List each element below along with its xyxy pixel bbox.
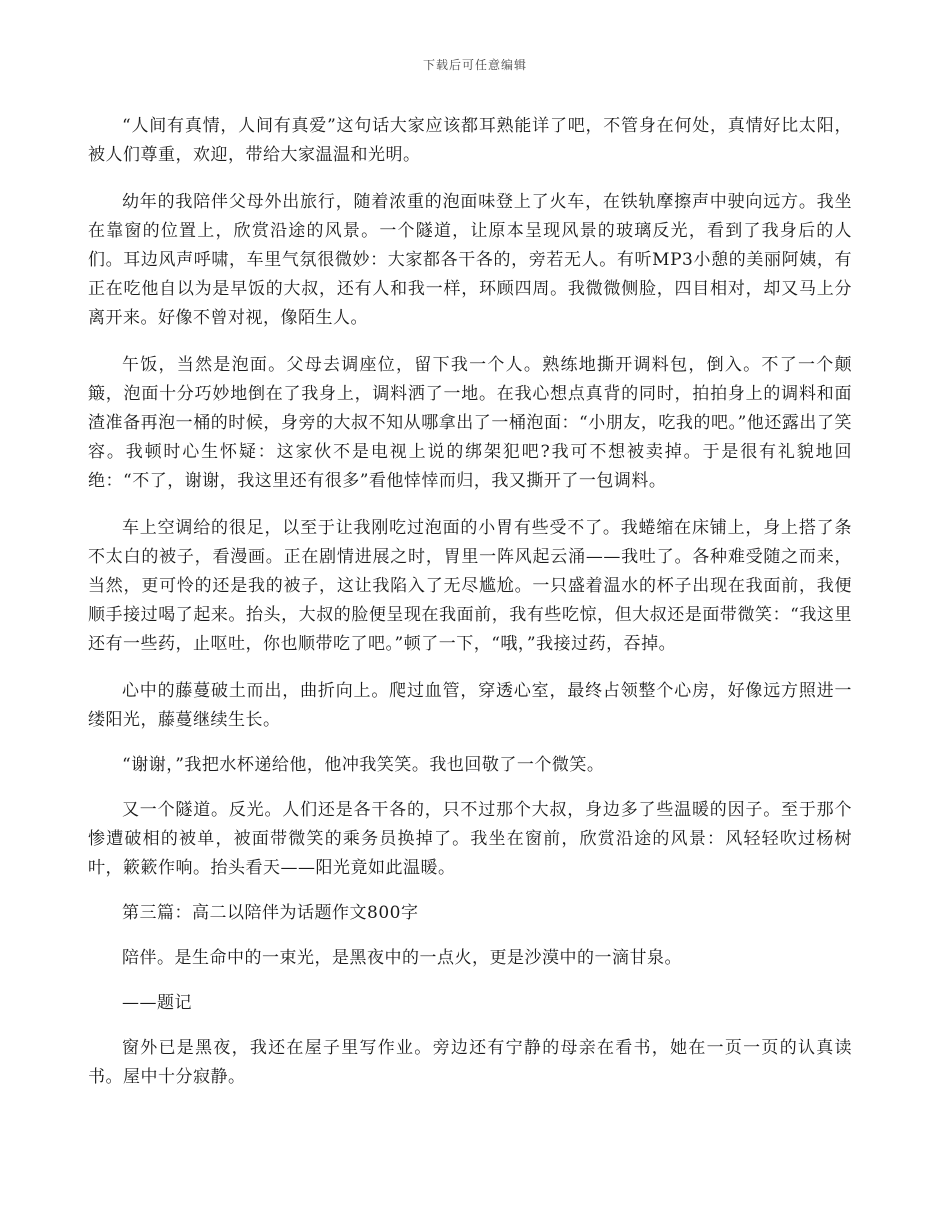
page-header: 下载后可任意编辑 — [422, 58, 527, 72]
paragraph: 心中的藤蔓破土而出，曲折向上。爬过血管，穿透心室，最终占领整个心房，好像远方照进一缕阳光，藤蔓继续生长。 — [88, 681, 852, 730]
paragraph: “人间有真情，人间有真爱”这句话大家应该都耳熟能详了吧，不管身在何处，真情好比太阳，被人们尊重，欢迎，带给大家温温和光明。 — [88, 116, 852, 165]
section-heading: 第三篇：高二以陪伴为话题作文800字 — [122, 903, 419, 923]
paragraph: “谢谢，”我把水杯递给他，他冲我笑笑。我也回敬了一个微笑。 — [122, 755, 605, 775]
paragraph: 又一个隧道。反光。人们还是各干各的，只不过那个大叔，身边多了些温暖的因子。至于那个惨遭破相的被单，被面带微笑的乘务员换掉了。我坐在窗前，欣赏沿途的风景：风轻轻吹过杨树叶，簌簌作响。抬头看天——阳光竟如此温暖。 — [88, 800, 852, 878]
epigraph-attribution: ——题记 — [122, 993, 192, 1013]
paragraph: 窗外已是黑夜，我还在屋子里写作业。旁边还有宁静的母亲在看书，她在一页一页的认真读书。屋中十分寂静。 — [88, 1038, 852, 1087]
document-body — [88, 112, 852, 1092]
paragraph: 车上空调给的很足，以至于让我刚吃过泡面的小胃有些受不了。我蜷缩在床铺上，身上搭了条不太白的被子，看漫画。正在剧情进展之时，胃里一阵风起云涌——我吐了。各种难受随之而来，当然，更可怜的还是我的被子，这让我陷入了无尽尴尬。一只盛着温水的杯子出现在我面前，我便顺手接过喝了起来。抬头，大叔的脸便呈现在我面前，我有些吃惊，但大叔还是面带微笑：“我这里还有一些药，止呕吐，你也顺带吃了吧。”顿了一下，“哦，”我接过药，吞掉。 — [88, 518, 852, 654]
paragraph: 陪伴。是生命中的一束光，是黑夜中的一点火，更是沙漠中的一滴甘泉。 — [122, 948, 682, 968]
paragraph: 午饭，当然是泡面。父母去调座位，留下我一个人。熟练地撕开调料包，倒入。不了一个颠簸，泡面十分巧妙地倒在了我身上，调料洒了一地。在我心想点真背的同时，拍拍身上的调料和面渣准备再泡一桶的时候，身旁的大叔不知从哪拿出了一桶泡面：“小朋友，吃我的吧。”他还露出了笑容。我顿时心生怀疑：这家伙不是电视上说的绑架犯吧?我可不想被卖掉。于是很有礼貌地回绝：“不了，谢谢，我这里还有很多”看他悻悻而归，我又撕开了一包调料。 — [88, 355, 852, 491]
paragraph: 幼年的我陪伴父母外出旅行，随着浓重的泡面味登上了火车，在铁轨摩擦声中驶向远方。我坐在靠窗的位置上，欣赏沿途的风景。一个隧道，让原本呈现风景的玻璃反光，看到了我身后的人们。耳边风声呼啸，车里气氛很微妙：大家都各干各的，旁若无人。有听MP3小憩的美丽阿姨，有正在吃他自以为是早饭的大叔，还有人和我一样，环顾四周。我微微侧脸，四目相对，却又马上分离开来。好像不曾对视，像陌生人。 — [88, 192, 852, 328]
